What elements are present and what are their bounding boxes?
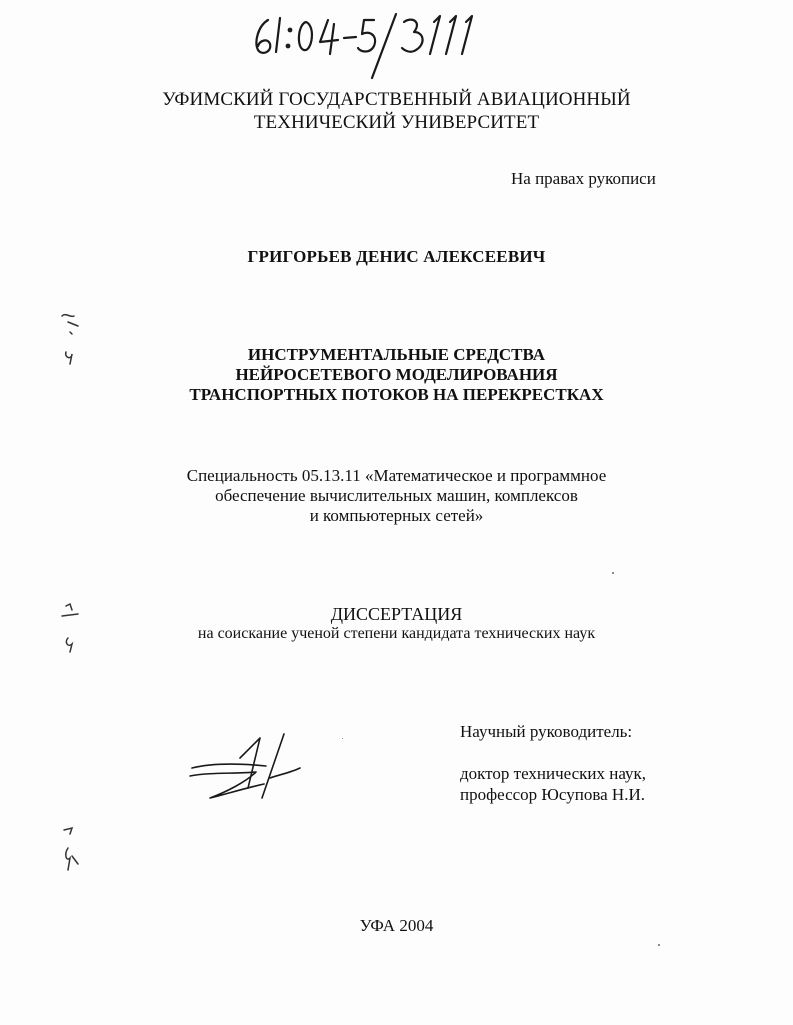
city-year: УФА 2004 [359, 916, 434, 935]
rights-note: На правах рукописи [511, 169, 656, 188]
specialty-line2: обеспечение вычислительных машин, комплексов [215, 486, 578, 505]
specialty [0, 466, 793, 526]
author-name: ГРИГОРЬЕВ ДЕНИС АЛЕКСЕЕВИЧ [247, 247, 546, 266]
specialty-line3: и компьютерных сетей» [309, 506, 484, 525]
dissertation-type: ДИССЕРТАЦИЯ [330, 604, 463, 624]
university-name [0, 88, 793, 134]
margin-mark [52, 822, 92, 882]
handwritten-signature [186, 728, 306, 804]
degree-statement: на соискание ученой степени кандидата технических наук [197, 625, 596, 642]
advisor-details [460, 763, 646, 805]
title-line3: ТРАНСПОРТНЫХ ПОТОКОВ НА ПЕРЕКРЕСТКАХ [189, 385, 604, 404]
advisor-name: профессор Юсупова Н.И. [460, 785, 645, 804]
university-name-line2: ТЕХНИЧЕСКИЙ УНИВЕРСИТЕТ [253, 112, 540, 133]
scan-speck [658, 944, 660, 946]
handwritten-inventory-number [246, 8, 486, 88]
specialty-line1: Специальность 05.13.11 «Математическое и программное [186, 466, 607, 485]
title-line2: НЕЙРОСЕТЕВОГО МОДЕЛИРОВАНИЯ [235, 365, 558, 384]
advisor-degree: доктор технических наук, [460, 764, 647, 783]
university-name-line1: УФИМСКИЙ ГОСУДАРСТВЕННЫЙ АВИАЦИОННЫЙ [162, 89, 631, 110]
dissertation-title [0, 345, 793, 405]
scan-speck [612, 572, 614, 574]
advisor-label: Научный руководитель: [460, 722, 633, 741]
title-line1: ИНСТРУМЕНТАЛЬНЫЕ СРЕДСТВА [247, 345, 546, 364]
scan-speck [342, 738, 343, 739]
